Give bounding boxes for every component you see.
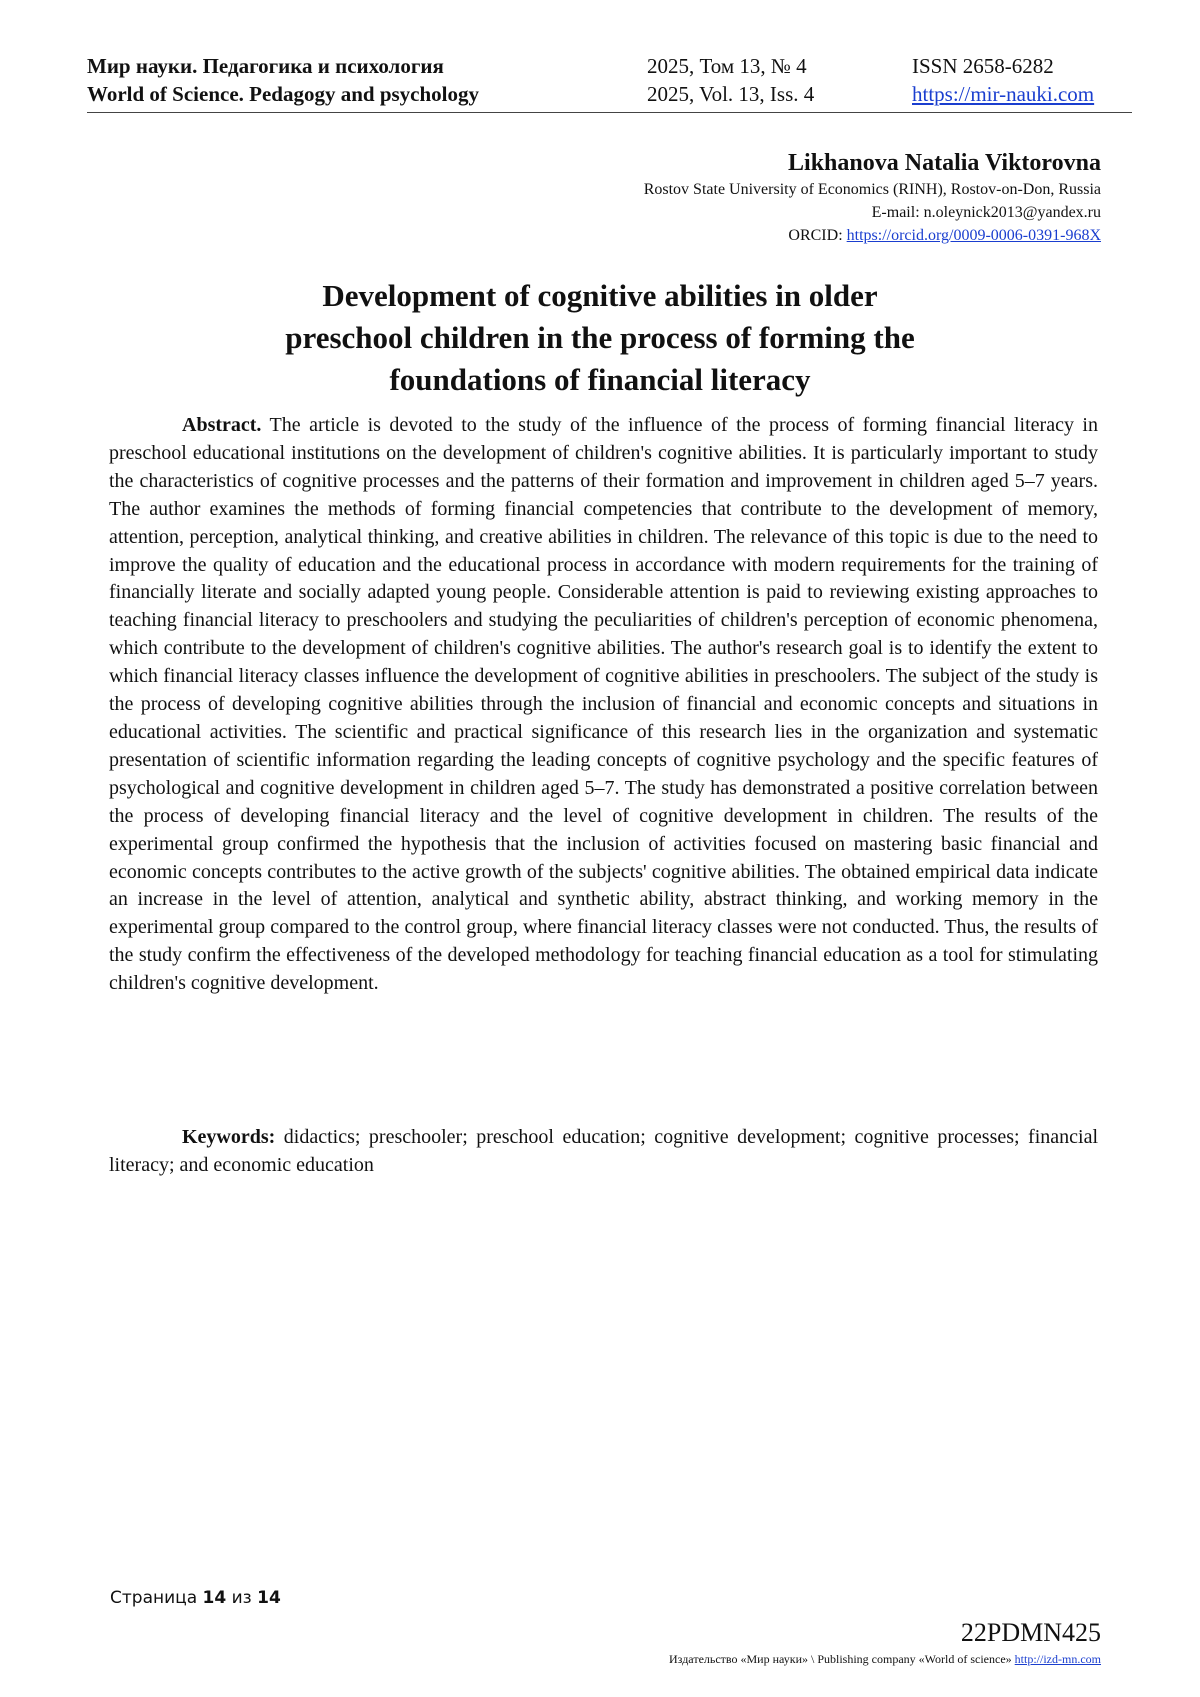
- journal-site-link[interactable]: https://mir-nauki.com: [912, 82, 1095, 106]
- author-name: Likhanova Natalia Viktorovna: [788, 150, 1101, 176]
- publisher-text: Издательство «Мир науки» \ Publishing company «World of science»: [669, 1652, 1015, 1666]
- page-prefix: Страница: [110, 1588, 203, 1608]
- page-current: 14: [202, 1588, 227, 1608]
- journal-name-en: World of Science. Pedagogy and psychology: [87, 82, 480, 106]
- page-number: [110, 1588, 281, 1608]
- issue-en: 2025, Vol. 13, Iss. 4: [647, 82, 815, 106]
- page-separator: из: [226, 1588, 258, 1608]
- title-line-2: preschool children in the process of forming the: [285, 320, 915, 355]
- journal-name: [87, 52, 479, 108]
- article-code: 22PDMN425: [960, 1618, 1101, 1647]
- article-title: [100, 275, 1100, 401]
- orcid-label: ORCID:: [788, 227, 847, 244]
- abstract-paragraph: [109, 412, 1098, 998]
- page-total: 14: [257, 1588, 281, 1608]
- publisher-link[interactable]: http://izd-mn.com: [1014, 1652, 1101, 1666]
- running-header: [87, 50, 1132, 113]
- abstract-text: The article is devoted to the study of the influence of the process of forming financial literacy in preschool educational institutions on the development of children's cognitive abilities. It is particularly important to study the characteristics of cognitive processes and the patterns of their formation and improvement in children aged 5–7 years. The author examines the methods of forming financial competencies that contribute to the development of memory, attention, perception, analytical thinking, and creative abilities in children. The relevance of this topic is due to the need to improve the quality of education and the educational process in accordance with modern requirements for the training of financially literate and socially adapted young people. Considerable attention is paid to reviewing existing approaches to teaching financial literacy to preschoolers and studying the peculiarities of children's perception of economic phenomena, which contribute to the development of children's cognitive abilities. The author's research goal is to identify the extent to which financial literacy classes influence the development of cognitive abilities in preschoolers. The subject of the study is the process of developing cognitive abilities through the inclusion of financial and economic concepts and situations in educational activities. The scientific and practical significance of this research lies in the organization and systematic presentation of scientific information regarding the leading concepts of cognitive psychology and the specific features of psychological and cognitive development in children aged 5–7. The study has demonstrated a positive correlation between the process of developing financial literacy and the level of cognitive development in children. The results of the experimental group confirmed the hypothesis that the inclusion of activities focused on mastering basic financial and economic concepts contributes to the active growth of the subjects' cognitive abilities. The obtained empirical data indicate an increase in the level of attention, analytical and synthetic ability, abstract thinking, and working memory in the experimental group compared to the control group, where financial literacy classes were not conducted. Thus, the results of the study confirm the effectiveness of the developed methodology for teaching financial education as a tool for stimulating children's cognitive development.: [109, 414, 1098, 995]
- keywords-label: Keywords:: [182, 1126, 276, 1148]
- issn: ISSN 2658-6282: [912, 54, 1054, 78]
- publisher-line: [669, 1652, 1101, 1667]
- journal-name-ru: Мир науки. Педагогика и психология: [87, 54, 444, 78]
- keywords-text: didactics; preschooler; preschool education; cognitive development; cognitive processes; financial literacy; and economic education: [109, 1126, 1098, 1176]
- issue-ru: 2025, Том 13, № 4: [647, 54, 807, 78]
- keywords-paragraph: [109, 1124, 1098, 1180]
- author-orcid: [401, 224, 1101, 247]
- author-affiliation: Rostov State University of Economics (RINH), Rostov-on-Don, Russia: [643, 181, 1101, 198]
- author-email: E-mail: n.oleynick2013@yandex.ru: [871, 204, 1101, 221]
- abstract-label: Abstract.: [182, 414, 262, 436]
- title-line-1: Development of cognitive abilities in older: [322, 278, 878, 313]
- issue-info: [647, 52, 814, 108]
- author-block: [401, 148, 1101, 247]
- orcid-link[interactable]: https://orcid.org/0009-0006-0391-968X: [846, 227, 1101, 244]
- title-line-3: foundations of financial literacy: [389, 362, 811, 397]
- issn-info: [912, 52, 1094, 108]
